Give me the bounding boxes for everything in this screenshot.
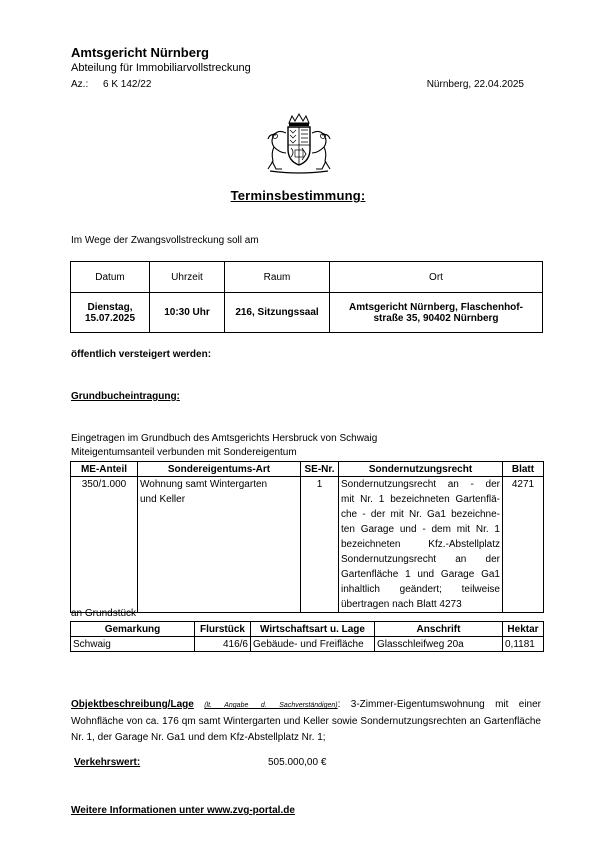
ownership-type	[138, 477, 301, 613]
sheet-value: 4271	[503, 477, 544, 613]
se-nr-value: 1	[301, 477, 339, 613]
header-usage-right: Sondernutzungsrecht	[339, 462, 503, 477]
header-ownership-type: Sondereigentums-Art	[138, 462, 301, 477]
land-register-line2: Miteigentumsanteil verbunden mit Sondereigentum	[71, 447, 297, 458]
header-se-nr: SE-Nr.	[301, 462, 339, 477]
plot-address: Glasschleifweg 20a	[375, 637, 503, 652]
place-line1: Amtsgericht Nürnberg, Flaschenhof-	[349, 301, 523, 313]
auction-note: öffentlich versteigert werden:	[71, 349, 212, 360]
more-info-link[interactable]: Weitere Informationen unter www.zvg-portal.de	[71, 805, 295, 816]
header-time: Uhrzeit	[150, 262, 225, 293]
court-name: Amtsgericht Nürnberg	[71, 45, 209, 60]
usage-right-line: che - der mit Nr. Ga1 bezeichne-	[341, 509, 500, 520]
usage-right-line: Gartenfläche 1 und Garage Ga1	[341, 569, 500, 580]
coat-of-arms-icon	[262, 113, 336, 175]
header-land-use: Wirtschaftsart u. Lage	[251, 622, 375, 637]
header-sheet: Blatt	[503, 462, 544, 477]
court-department: Abteilung für Immobiliarvollstreckung	[71, 62, 251, 74]
appointment-room: 216, Sitzungssaal	[225, 293, 330, 333]
plot-table	[70, 621, 544, 652]
appointment-date	[71, 293, 150, 333]
usage-right-line: ten Garage und - dem mit Nr. 1	[341, 524, 500, 535]
ownership-type-line: Wohnung samt Wintergarten	[140, 479, 268, 490]
date-value: 15.07.2025	[84, 312, 136, 324]
plot-land-use: Gebäude- und Freifläche	[251, 637, 375, 652]
market-value-label: Verkehrswert:	[74, 757, 141, 768]
case-number-label: Az.:	[71, 79, 89, 90]
usage-right	[339, 477, 503, 613]
land-register-heading: Grundbucheintragung:	[71, 391, 180, 402]
date-weekday: Dienstag,	[87, 301, 133, 313]
header-share: ME-Anteil	[71, 462, 138, 477]
usage-right-line: bezeichneten Kfz.-Abstellplatz	[341, 539, 500, 550]
place-date: Nürnberg, 22.04.2025	[426, 79, 524, 90]
description-label: Objektbeschreibung/Lage	[71, 699, 194, 710]
plot-hectare: 0,1181	[503, 637, 544, 652]
header-place: Ort	[330, 262, 543, 293]
header-parcel: Flurstück	[195, 622, 251, 637]
document-title: Terminsbestimmung:	[230, 188, 366, 203]
description-note: (lt. Angabe d. Sachverständigen)	[204, 702, 338, 709]
usage-right-line: Sondernutzungsrecht an der	[341, 554, 500, 565]
intro-text: Im Wege der Zwangsvollstreckung soll am	[71, 235, 259, 246]
appointment-place	[330, 293, 543, 333]
header-date: Datum	[71, 262, 150, 293]
header-room: Raum	[225, 262, 330, 293]
object-description	[71, 697, 541, 746]
usage-right-line: inhaltlich geändert; teilweise	[341, 584, 500, 595]
plot-parcel: 416/6	[195, 637, 251, 652]
share-value: 350/1.000	[71, 477, 138, 613]
usage-right-line: mit Nr. 1 bezeichneten Gartenflä-	[341, 494, 500, 505]
case-number: 6 K 142/22	[103, 79, 152, 90]
header-hectare: Hektar	[503, 622, 544, 637]
header-address: Anschrift	[375, 622, 503, 637]
market-value: 505.000,00 €	[268, 757, 327, 768]
plot-district: Schwaig	[71, 637, 195, 652]
appointment-time: 10:30 Uhr	[150, 293, 225, 333]
ownership-table	[70, 461, 544, 613]
header-district: Gemarkung	[71, 622, 195, 637]
usage-right-line: Sondernutzungsrecht an - der	[341, 479, 500, 490]
place-line2: straße 35, 90402 Nürnberg	[373, 312, 499, 324]
appointment-table	[70, 261, 543, 333]
land-register-line1: Eingetragen im Grundbuch des Amtsgerichts Hersbruck von Schwaig	[71, 433, 378, 444]
description-text: : 3-Zimmer-Eigentumswohnung mit einer Wohnfläche von ca. 176 qm samt Wintergarten und Keller sowie Sondernutzungsrechten an Gartenfläche Nr. 1, der Garage Nr. Ga1 und dem Kfz-Abstellplatz Nr. 1;	[71, 699, 542, 743]
usage-right-line: übertragen nach Blatt 4273	[341, 599, 462, 610]
plot-intro: an Grundstück	[71, 608, 137, 619]
ownership-type-line: und Keller	[140, 494, 186, 505]
